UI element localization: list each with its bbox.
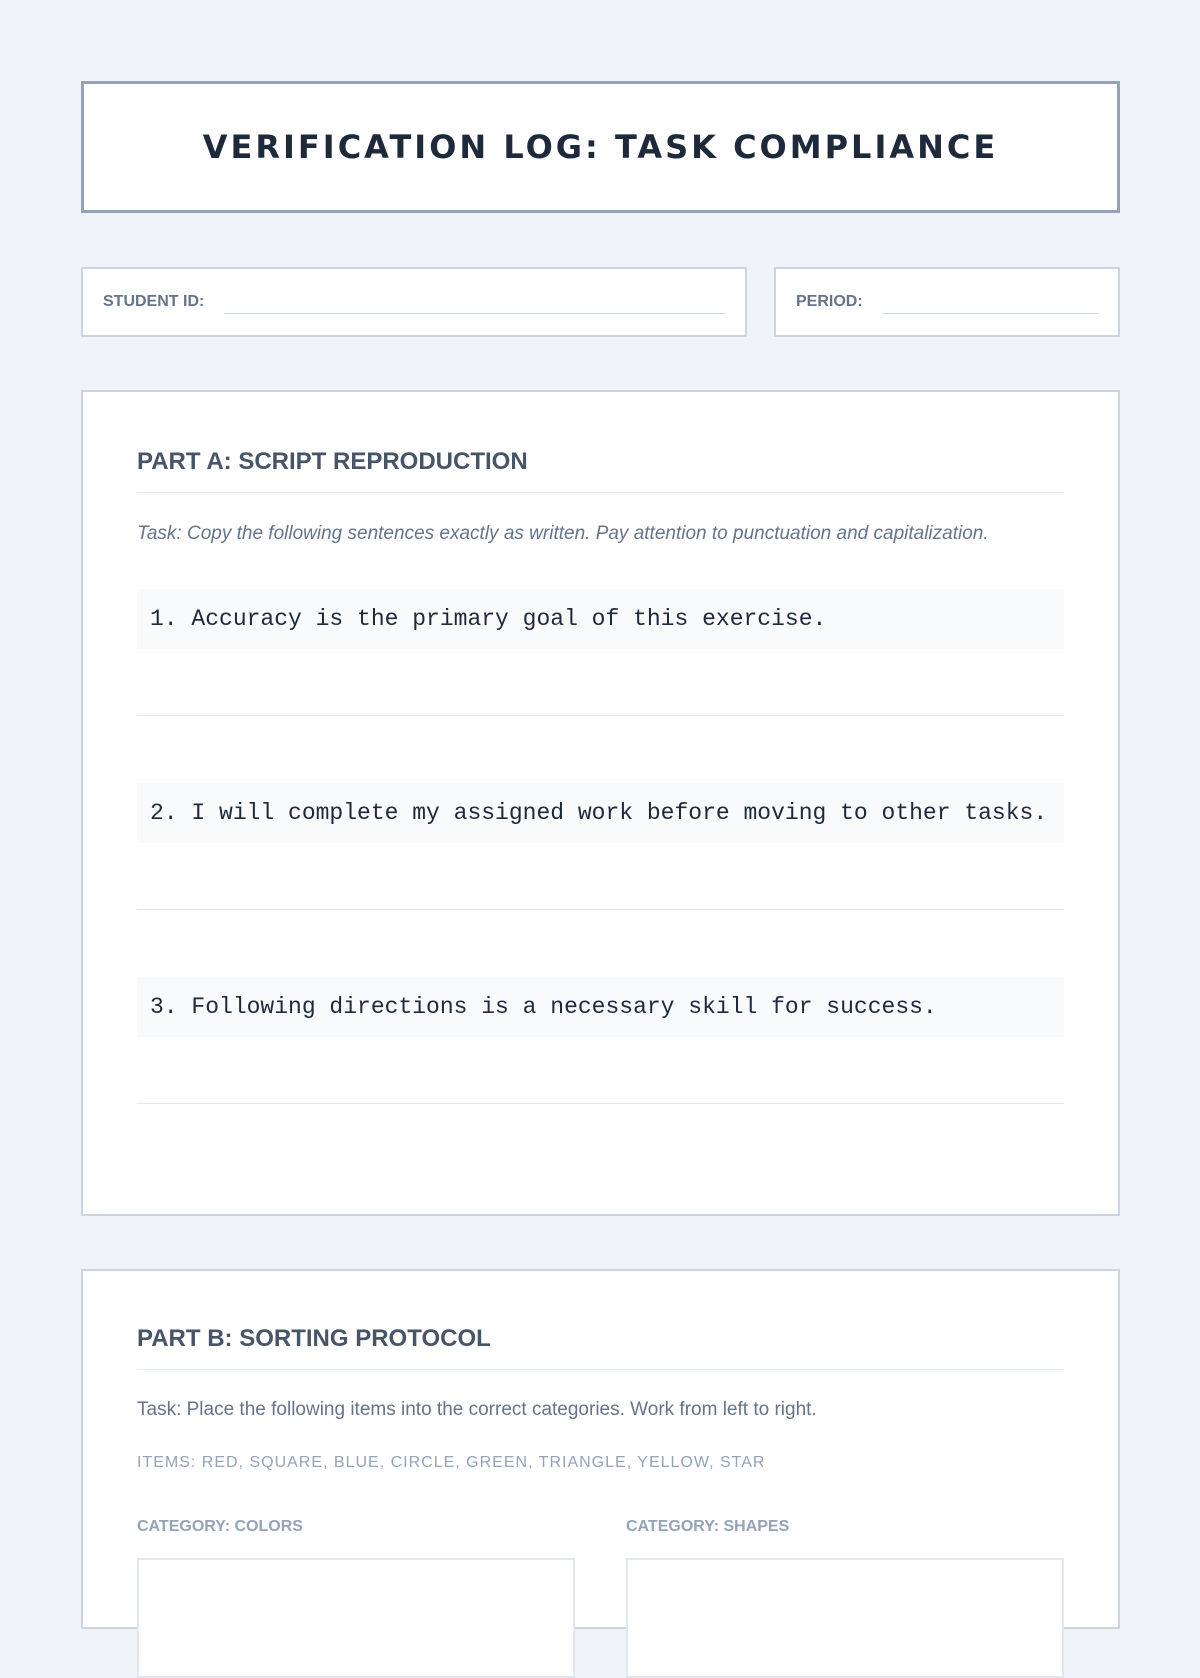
- sentence-3: 3. Following directions is a necessary skill for success.: [137, 977, 1064, 1037]
- part-b-heading: PART B: SORTING PROTOCOL: [137, 1271, 1064, 1370]
- category-colors: [137, 1518, 575, 1678]
- sentence-1: 1. Accuracy is the primary goal of this exercise.: [137, 589, 1064, 649]
- categories: [137, 1518, 1064, 1678]
- page-title: VERIFICATION LOG: TASK COMPLIANCE: [202, 128, 999, 166]
- answer-line-3[interactable]: [137, 1103, 1064, 1104]
- period-input-line[interactable]: [883, 313, 1098, 314]
- part-b-panel: [81, 1269, 1120, 1629]
- category-shapes-label: CATEGORY: SHAPES: [626, 1518, 790, 1535]
- category-shapes: [626, 1518, 1064, 1678]
- student-id-field: [81, 267, 747, 337]
- period-field: [774, 267, 1120, 337]
- title-box: [81, 81, 1120, 213]
- part-b-instruction: Task: Place the following items into the correct categories. Work from left to right.: [137, 1399, 817, 1420]
- category-shapes-box[interactable]: [626, 1558, 1064, 1678]
- part-a-instruction: Task: Copy the following sentences exactly as written. Pay attention to punctuation and capitalization.: [137, 523, 989, 544]
- student-id-label: STUDENT ID:: [103, 293, 205, 310]
- part-a-panel: [81, 390, 1120, 1216]
- category-colors-box[interactable]: [137, 1558, 575, 1678]
- period-label: PERIOD:: [796, 293, 863, 310]
- part-a-heading: PART A: SCRIPT REPRODUCTION: [137, 392, 1064, 493]
- category-colors-label: CATEGORY: COLORS: [137, 1518, 303, 1535]
- answer-line-2[interactable]: [137, 909, 1064, 910]
- student-id-input-line[interactable]: [224, 313, 725, 314]
- answer-line-1[interactable]: [137, 715, 1064, 716]
- items-list: ITEMS: RED, SQUARE, BLUE, CIRCLE, GREEN, TRIANGLE, YELLOW, STAR: [137, 1454, 766, 1471]
- sentence-2: 2. I will complete my assigned work before moving to other tasks.: [137, 783, 1064, 843]
